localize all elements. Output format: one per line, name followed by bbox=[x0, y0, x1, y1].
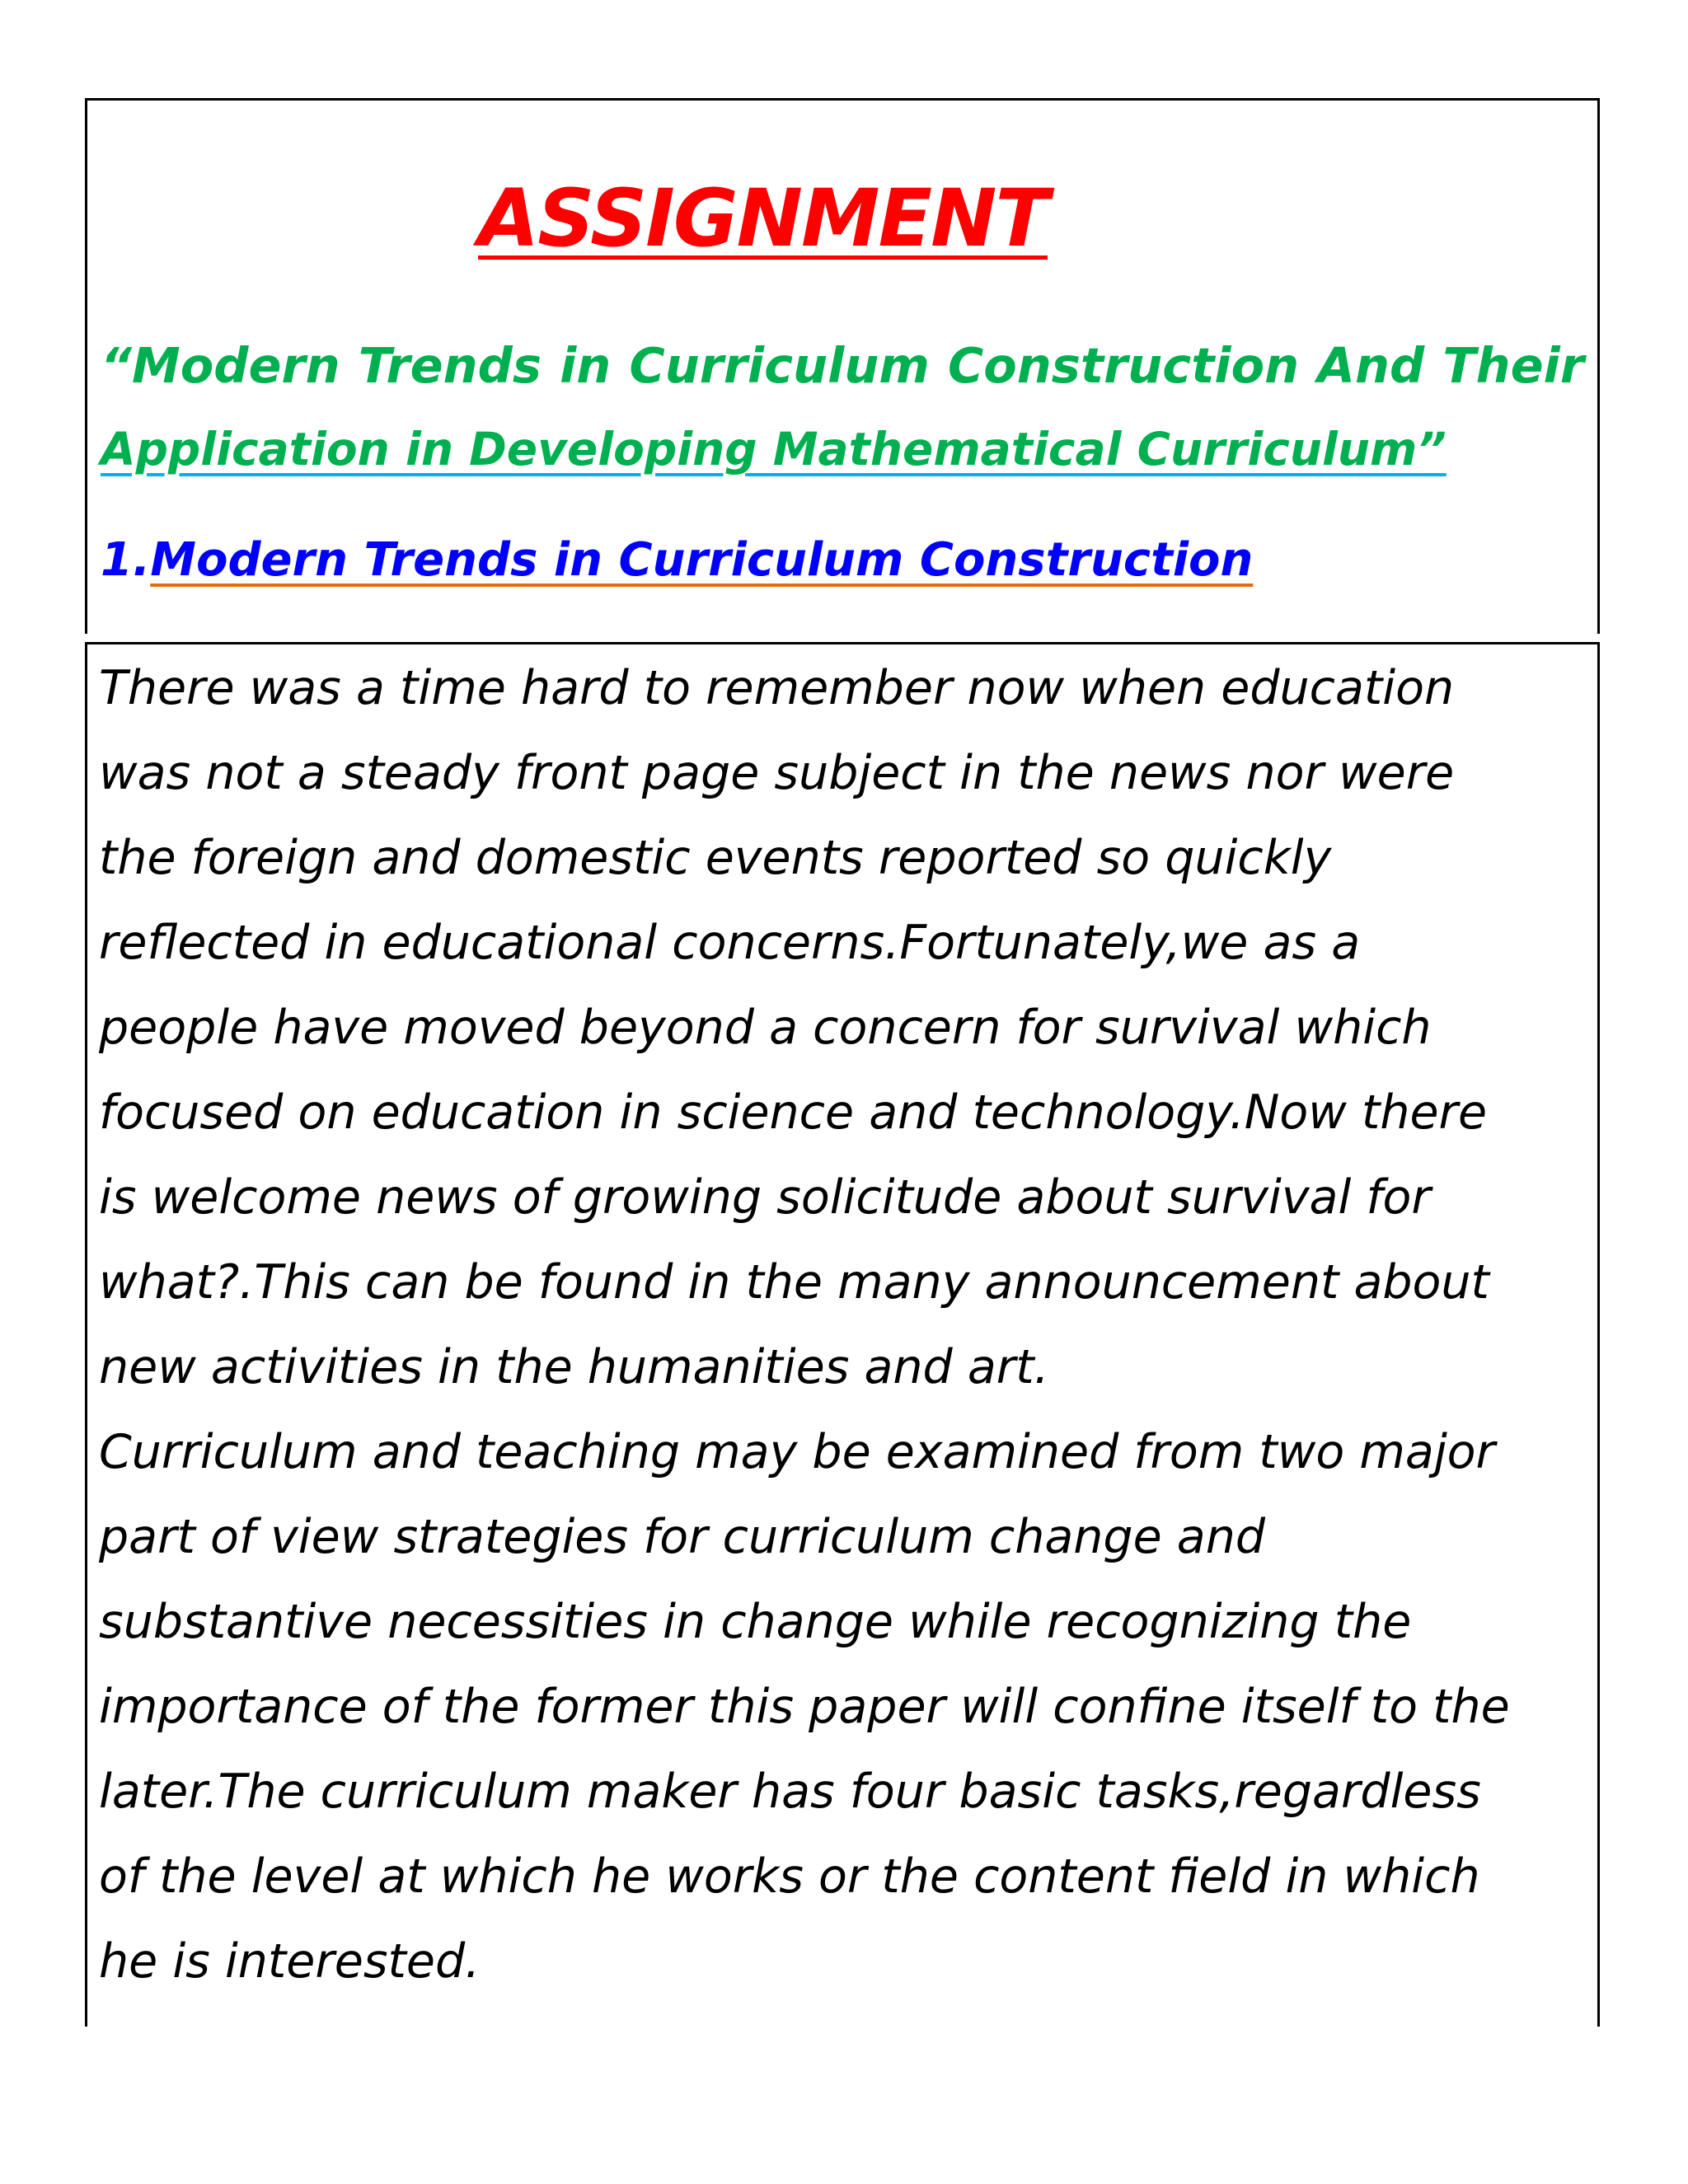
subtitle-word: Their bbox=[1442, 337, 1584, 394]
paragraph-line: part of view strategies for curriculum change and bbox=[99, 1510, 1266, 1564]
subtitle-word: And bbox=[1317, 337, 1425, 394]
subtitle-line-2: Application in Developing Mathematical Curriculum” bbox=[101, 423, 1447, 476]
subtitle-word: Trends bbox=[358, 337, 542, 394]
paragraph-line: new activities in the humanities and art. bbox=[99, 1340, 1049, 1394]
subtitle-line-1 bbox=[101, 333, 1584, 399]
section-number: 1. bbox=[101, 533, 151, 587]
paragraph-line: people have moved beyond a concern for survival which bbox=[99, 1001, 1432, 1055]
paragraph-line: substantive necessities in change while recognizing the bbox=[99, 1595, 1412, 1649]
paragraph-1 bbox=[99, 646, 1591, 1410]
paragraph-line: what?.This can be found in the many announcement about bbox=[99, 1255, 1489, 1310]
paragraph-2 bbox=[99, 1410, 1591, 2004]
assignment-title: ASSIGNMENT bbox=[478, 172, 1048, 265]
paragraph-line: focused on education in science and technology.Now there bbox=[99, 1085, 1488, 1140]
subtitle-word: in bbox=[560, 337, 612, 394]
subtitle-word: “Modern bbox=[101, 337, 340, 394]
paragraph-line: importance of the former this paper will confine itself to the bbox=[99, 1680, 1510, 1734]
subtitle-word: Construction bbox=[947, 337, 1300, 394]
paragraph-line: Curriculum and teaching may be examined from two major bbox=[99, 1425, 1495, 1479]
paragraph-line: he is interested. bbox=[99, 1934, 481, 1989]
section-heading bbox=[101, 527, 1253, 593]
paragraph-line: There was a time hard to remember now when education bbox=[99, 661, 1455, 715]
section-title: Modern Trends in Curriculum Construction bbox=[150, 533, 1254, 587]
paragraph-line: was not a steady front page subject in the news nor were bbox=[99, 746, 1455, 800]
paragraph-line: is welcome news of growing solicitude about survival for bbox=[99, 1170, 1431, 1225]
subtitle-word: Curriculum bbox=[629, 337, 930, 394]
paragraph-line: reflected in educational concerns.Fortunately,we as a bbox=[99, 916, 1361, 970]
paragraph-line: of the level at which he works or the content field in which bbox=[99, 1849, 1480, 1904]
paragraph-line: later.The curriculum maker has four basic tasks,regardless bbox=[99, 1765, 1481, 1819]
paragraph-line: the foreign and domestic events reported so quickly bbox=[99, 831, 1332, 885]
